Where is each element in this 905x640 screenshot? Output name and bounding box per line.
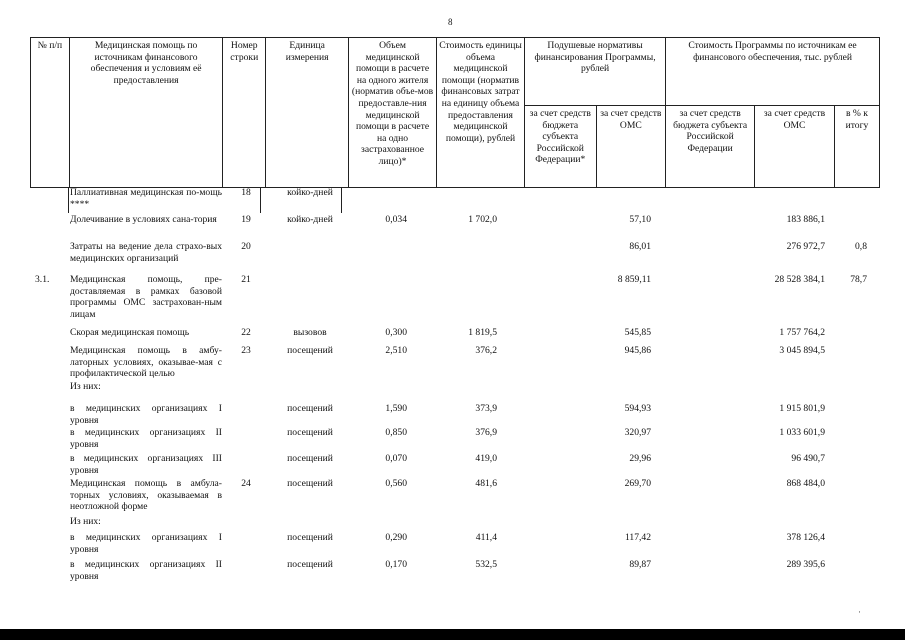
header-group-total: Стоимость Программы по источникам ее финансового обеспечения, тыс. рублей [666, 38, 880, 106]
row-percapita: 945,86 [624, 345, 651, 356]
row-volume: 0,560 [385, 478, 407, 489]
header-col-unit: Единица измерения [266, 38, 349, 188]
row-unit: посещений [287, 532, 333, 543]
row-total: 276 972,7 [786, 241, 825, 252]
header-group-percapita: Подушевые нормативы финансирования Программы, рублей [524, 38, 665, 106]
row-label: в медицинских организациях II уровня [70, 559, 222, 582]
row-label: Медицинская помощь в амбу-латорных условиях, оказывае-мая с профилактической целью [70, 345, 222, 380]
row-volume: 1,590 [385, 403, 407, 414]
row-label: в медицинских организациях III уровня [70, 453, 222, 476]
header-col-idx: № п/п [31, 38, 70, 188]
header-sub-total-oms: за счет средств ОМС [755, 106, 835, 188]
row-cost: 419,0 [475, 453, 497, 464]
row-cost: 373,9 [475, 403, 497, 414]
row-label: Скорая медицинская помощь [70, 327, 190, 338]
row-percapita: 86,01 [629, 241, 651, 252]
row-volume: 0,070 [385, 453, 407, 464]
row-volume: 2,510 [385, 345, 407, 356]
page-number: 8 [448, 17, 453, 27]
row-label: Из них: [70, 516, 101, 527]
row-total: 378 126,4 [786, 532, 825, 543]
row-percapita: 57,10 [629, 214, 651, 225]
row-total: 289 395,6 [786, 559, 825, 570]
row-total: 183 886,1 [786, 214, 825, 225]
row-number: 18 [241, 187, 251, 198]
row-total: 96 490,7 [791, 453, 825, 464]
header-sub-total-budget: за счет средств бюджета субъекта Российской Федерации [666, 106, 755, 188]
row-total: 28 528 384,1 [774, 274, 825, 285]
row-label: Паллиативная медицинская по-мощь **** [70, 187, 222, 210]
row-unit: посещений [287, 559, 333, 570]
row-percent: 78,7 [850, 274, 867, 285]
row-percapita: 594,93 [624, 403, 651, 414]
row-volume: 0,300 [385, 327, 407, 338]
header-col-num: Номер строки [223, 38, 266, 188]
row-percapita: 117,42 [624, 532, 651, 543]
scan-edge-bar [0, 629, 905, 640]
row-percapita: 320,97 [624, 427, 651, 438]
header-sub-oms: за счет средств ОМС [596, 106, 666, 188]
row-cost: 481,6 [475, 478, 497, 489]
table-header [30, 37, 880, 187]
header-col-volume: Объем медицинской помощи в расчете на одного жителя (норматив объе-мов предоставле-ния медицинской помощи в расчете на одно застрахованное лицо)* [349, 38, 437, 188]
row-percapita: 89,87 [629, 559, 651, 570]
row-number: 23 [241, 345, 251, 356]
row-number: 19 [241, 214, 251, 225]
row-unit: посещений [287, 345, 333, 356]
row-percapita: 8 859,11 [617, 274, 651, 285]
row-label: Медицинская помощь, пре-доставляемая в рамках базовой программы ОМС застрахован-ным лицам [70, 274, 222, 320]
header-col-cost: Стоимость единицы объема медицинской помощи (норматив финансовых затрат на единицу объема предоставления медицинской помощи), рублей [437, 38, 525, 188]
row-number: 24 [241, 478, 251, 489]
row-unit: посещений [287, 478, 333, 489]
row-percapita: 545,85 [624, 327, 651, 338]
row-number: 22 [241, 327, 251, 338]
row-label: в медицинских организациях I уровня [70, 532, 222, 555]
header-sub-total-pct: в % к итогу [834, 106, 879, 188]
row-index: 3.1. [35, 274, 50, 285]
header-col-name: Медицинская помощь по источникам финансового обеспечения и условиям её предоставления [69, 38, 222, 188]
header-sub-budget: за счет средств бюджета субъекта Российской Федерации* [524, 106, 596, 188]
row-total: 868 484,0 [786, 478, 825, 489]
row-label: Долечивание в условиях сана-тория [70, 214, 217, 225]
column-rule [260, 187, 261, 213]
row-volume: 0,170 [385, 559, 407, 570]
row-unit: посещений [287, 403, 333, 414]
row-label: в медицинских организациях I уровня [70, 403, 222, 426]
column-rule [68, 187, 69, 213]
row-label: Затраты на ведение дела страхо-вых медицинских организаций [70, 241, 222, 264]
row-total: 1 915 801,9 [779, 403, 825, 414]
row-percent: 0,8 [855, 241, 867, 252]
row-volume: 0,290 [385, 532, 407, 543]
row-total: 3 045 894,5 [779, 345, 825, 356]
row-percapita: 269,70 [624, 478, 651, 489]
row-unit: посещений [287, 427, 333, 438]
row-unit: вызовов [293, 327, 327, 338]
row-label: Медицинская помощь в амбула-торных условиях, оказываемая в неотложной форме [70, 478, 222, 513]
row-cost: 532,5 [475, 559, 497, 570]
row-label: Из них: [70, 381, 101, 392]
row-cost: 1 702,0 [468, 214, 497, 225]
row-number: 21 [241, 274, 251, 285]
row-total: 1 033 601,9 [779, 427, 825, 438]
row-volume: 0,850 [385, 427, 407, 438]
row-percapita: 29,96 [629, 453, 651, 464]
row-volume: 0,034 [385, 214, 407, 225]
row-cost: 411,4 [475, 532, 497, 543]
scan-mark: · [858, 607, 861, 617]
row-total: 1 757 764,2 [779, 327, 825, 338]
row-number: 20 [241, 241, 251, 252]
row-cost: 376,9 [475, 427, 497, 438]
row-cost: 376,2 [475, 345, 497, 356]
row-unit: койко-дней [287, 214, 333, 225]
row-unit: посещений [287, 453, 333, 464]
row-unit: койко-дней [287, 187, 333, 198]
row-cost: 1 819,5 [468, 327, 497, 338]
row-label: в медицинских организациях II уровня [70, 427, 222, 450]
